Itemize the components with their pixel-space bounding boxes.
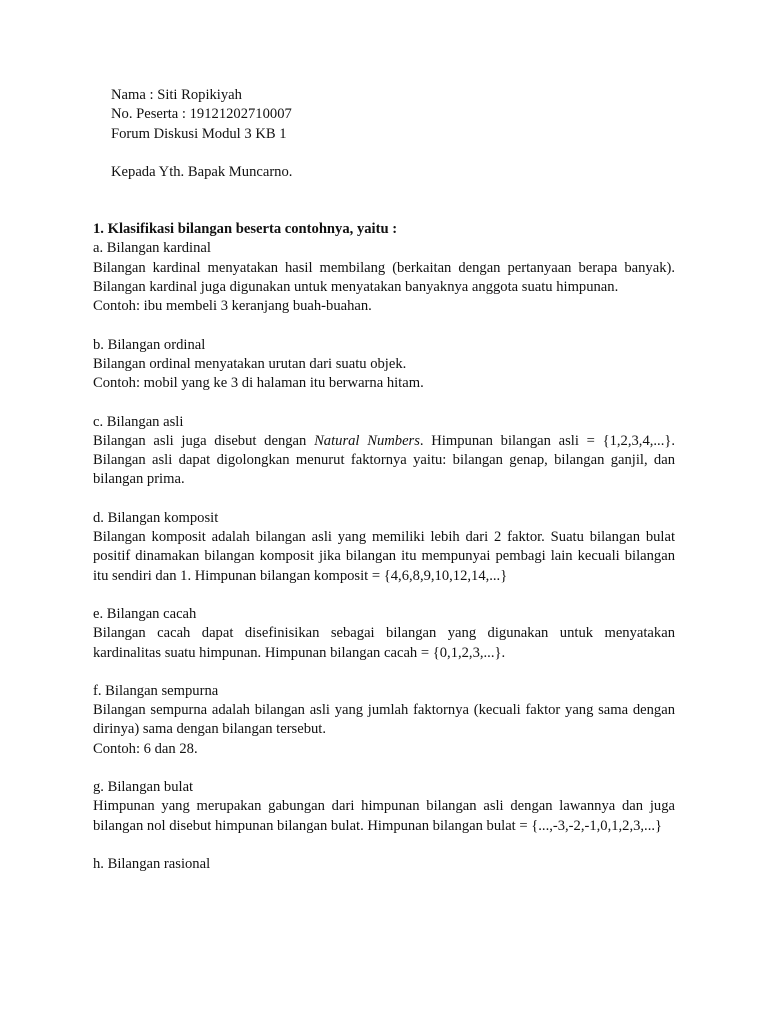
peserta-line: No. Peserta : 19121202710007 <box>111 106 292 123</box>
question-title: 1. Klasifikasi bilangan beserta contohnya, yaitu : <box>93 221 398 238</box>
section-body: Himpunan yang merupakan gabungan dari himpunan bilangan asli dengan lawannya dan juga bilangan nol disebut himpunan bilangan bulat. Himpunan bilangan bulat = {...,-3,-2,-1,0,1,2,3,...} <box>93 798 675 834</box>
section-e <box>93 605 675 663</box>
section-body <box>93 432 675 490</box>
section-heading: g. Bilangan bulat <box>93 779 194 796</box>
document-page <box>93 86 675 874</box>
section-example: Contoh: 6 dan 28. <box>93 740 198 757</box>
section-example: Contoh: mobil yang ke 3 di halaman itu berwarna hitam. <box>93 375 424 392</box>
section-heading: f. Bilangan sempurna <box>93 682 219 699</box>
section-a <box>93 239 675 316</box>
section-f <box>93 682 675 759</box>
section-heading: h. Bilangan rasional <box>93 855 211 872</box>
section-body: Bilangan cacah dapat disefinisikan sebagai bilangan yang digunakan untuk menyatakan kardinalitas suatu himpunan. Himpunan bilangan cacah = {0,1,2,3,...}. <box>93 625 675 661</box>
section-body: Bilangan kardinal menyatakan hasil membilang (berkaitan dengan pertanyaan berapa banyak). Bilangan kardinal juga digunakan untuk menyatakan banyaknya anggota suatu himpunan. <box>93 259 675 296</box>
body-text-italic: Natural Numbers <box>314 432 420 449</box>
forum-line: Forum Diskusi Modul 3 KB 1 <box>111 125 287 142</box>
header-block <box>111 86 675 182</box>
body-text-pre: Bilangan asli juga disebut dengan <box>93 432 315 449</box>
section-body: Bilangan sempurna adalah bilangan asli yang jumlah faktornya (kecuali faktor yang sama dengan dirinya) sama dengan bilangan tersebut. <box>93 702 675 738</box>
section-h <box>93 855 675 874</box>
section-heading: a. Bilangan kardinal <box>93 240 211 257</box>
section-body: Bilangan ordinal menyatakan urutan dari suatu objek. <box>93 355 407 372</box>
section-b <box>93 336 675 394</box>
nama-line: Nama : Siti Ropikiyah <box>111 87 242 103</box>
section-heading: e. Bilangan cacah <box>93 605 197 622</box>
section-heading: d. Bilangan komposit <box>93 509 219 526</box>
section-c <box>93 413 675 490</box>
section-g <box>93 778 675 836</box>
kepada-line: Kepada Yth. Bapak Muncarno. <box>111 163 293 180</box>
section-d <box>93 509 675 586</box>
section-example: Contoh: ibu membeli 3 keranjang buah-buahan. <box>93 298 372 315</box>
body-text-post: . Himpunan bilangan asli = {1,2,3,4,...}. Bilangan asli dapat digolongkan menurut faktornya yaitu: bilangan genap, bilangan ganjil, dan bilangan prima. <box>93 432 675 488</box>
section-heading: b. Bilangan ordinal <box>93 336 206 353</box>
section-body: Bilangan komposit adalah bilangan asli yang memiliki lebih dari 2 faktor. Suatu bilangan bulat positif dinamakan bilangan komposit jika bilangan itu mempunyai pembagi lain kecuali bilangan itu sendiri dan 1. Himpunan bilangan komposit = {4,6,8,9,10,12,14,...} <box>93 529 675 584</box>
section-heading: c. Bilangan asli <box>93 413 184 430</box>
